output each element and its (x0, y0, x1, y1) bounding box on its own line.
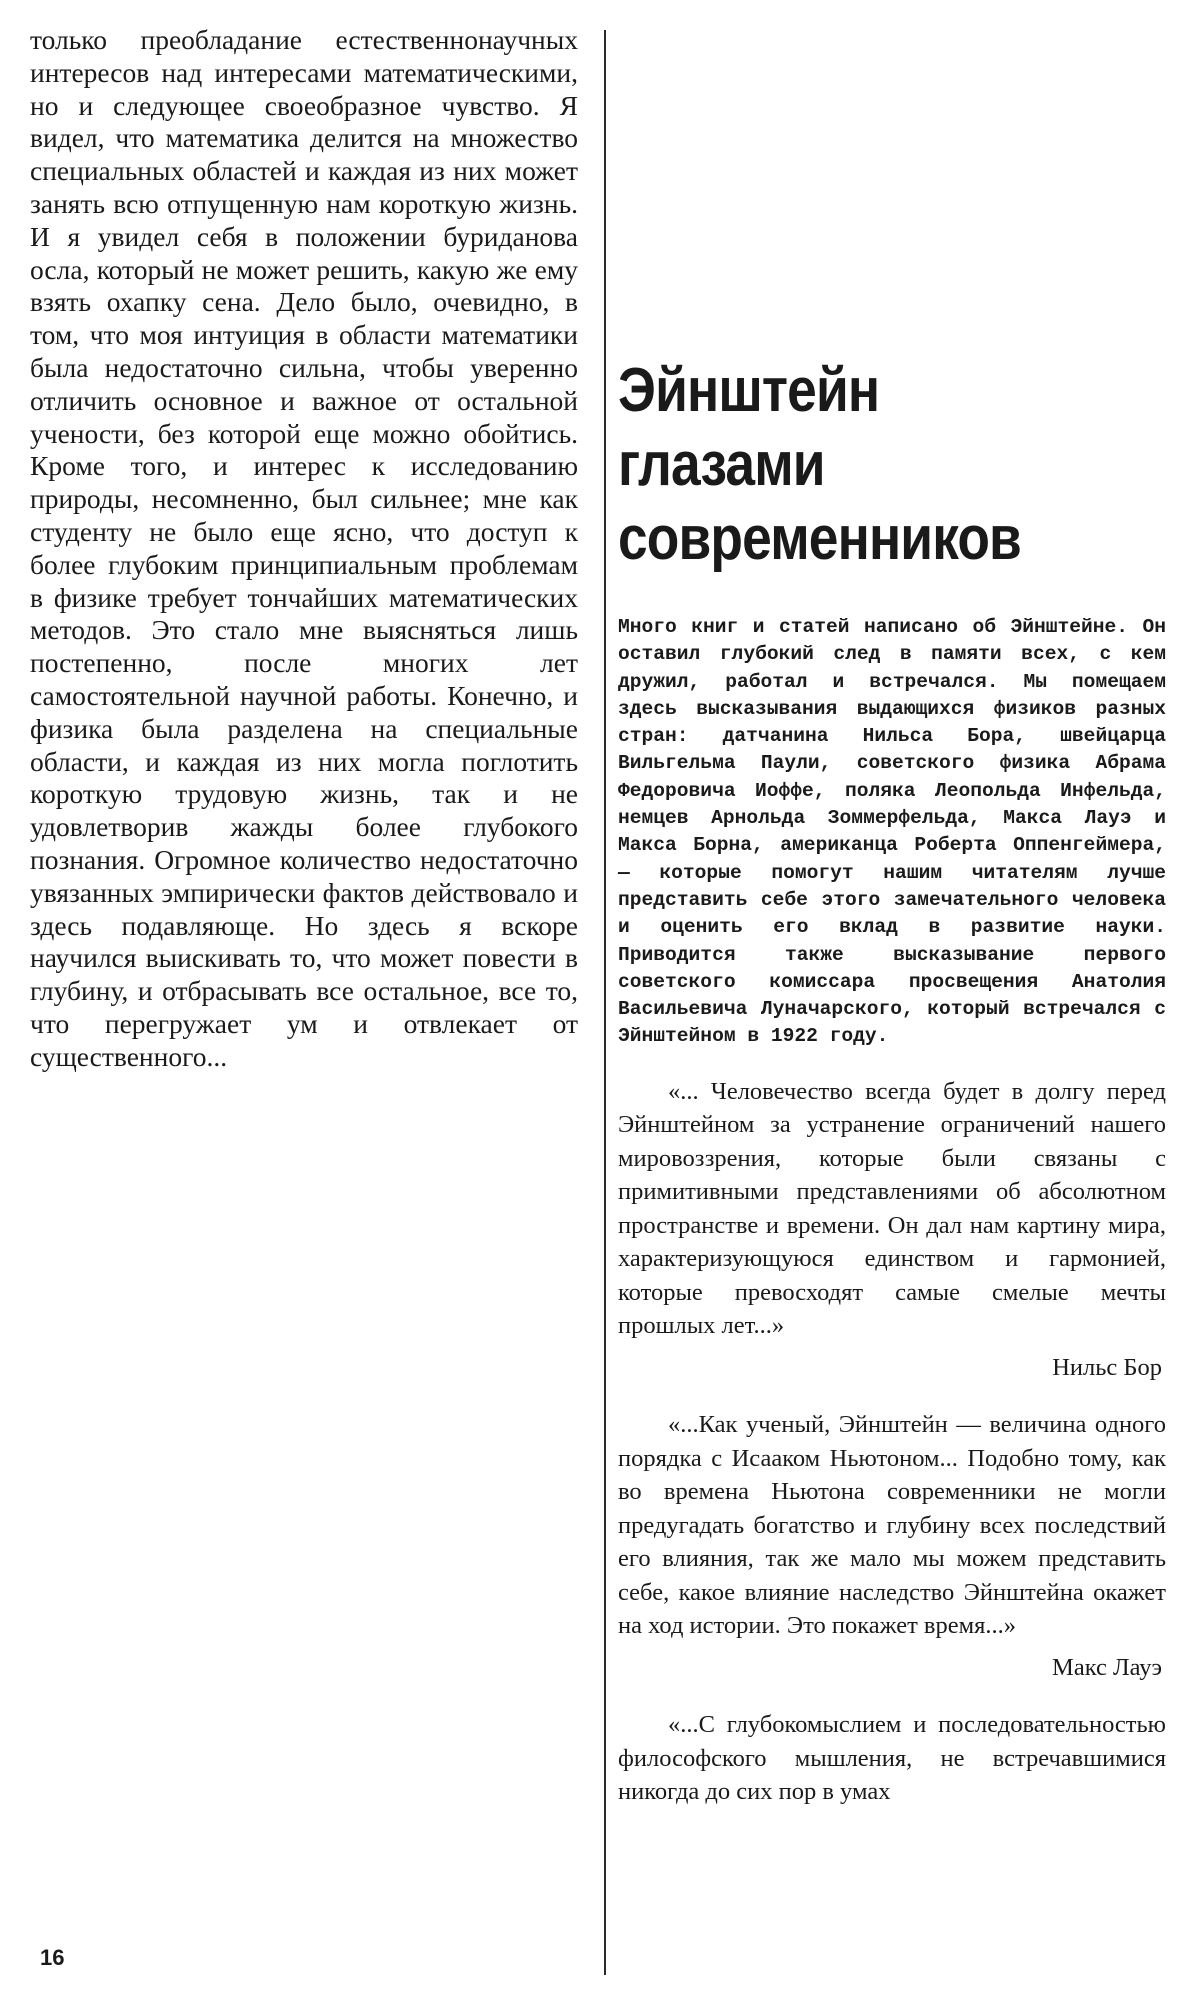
page-number: 16 (40, 1945, 65, 1970)
column-divider (604, 30, 606, 1975)
quote-next: «...С глубокомыслием и последовательностью философского мышления, не встречавшимися никогда до сих пор в умах (618, 1711, 1166, 1806)
quote-author-bohr: Нильс Бор (1052, 1353, 1162, 1381)
article-intro: Много книг и статей написано об Эйнштейне. Он оставил глубокий след в памяти всех, с кем дружил, работал и встречался. Мы помещаем здесь высказывания выдающихся физиков разных стран: датчанина Нильса Бора, швейцарца Вильгельма Паули, советского физика Абрама Федоровича Иоффе, поляка Леопольда Инфельда, немцев Арнольда Зоммерфельда, Макса Лауэ и Макса Борна, американца Роберта Оппенгеймера, — которые помогут нашим читателям лучше представить себе этого замечательного человека и оценить его вклад в развитие науки. Приводится также высказывание первого советского комиссара просвещения Анатолия Васильевича Луначарского, который встречался с Эйнштейном в 1922 году. (618, 616, 1166, 1048)
left-column-text: только преобладание естественнонаучных интересов над интересами математическими, но и следующее своеобразное чувство. Я видел, что математика делится на множество специальных областей и каждая из них может занять всю отпущенную нам короткую жизнь. И я увидел себя в положении буриданова осла, который не может решить, какую же ему взять охапку сена. Дело было, очевидно, в том, что моя интуиция в области математики была недостаточно сильна, чтобы уверенно отличить основное и важное от остальной учености, без которой еще можно обойтись. Кроме того, и интерес к исследованию природы, несомненно, был сильнее; мне как студенту не было еще ясно, что доступ к более глубоким принципиальным проблемам в физике требует тончайших математических методов. Это стало мне выясняться лишь постепенно, после многих лет самостоятельной научной работы. Конечно, и физика была разделена на специальные области, и каждая из них могла поглотить короткую трудовую жизнь, так и не удовлетворив жажды более глубокого познания. Огромное количество недостаточно увязанных эмпирически фактов действовало и здесь подавляюще. Но здесь я вскоре научился выискивать то, что может повести в глубину, и отбрасывать все остальное, все то, что перегружает ум и отвлекает от существенного... (30, 24, 578, 1072)
title-line-2: глазами (618, 430, 825, 499)
quote-bohr: «... Человечество всегда будет в долгу перед Эйнштейном за устранение ограничений нашего мировоззрения, которые были связаны с примитивными представлениями об абсолютном пространстве и времени. Он дал нам картину мира, характеризующуюся единством и гармонией, которые превосходят самые смелые мечты прошлых лет...» (618, 1077, 1166, 1340)
title-line-1: Эйнштейн (618, 356, 880, 425)
quote-laue: «...Как ученый, Эйнштейн — величина одного порядка с Исааком Ньютоном... Подобно тому, как во времена Ньютона современники не могли предугадать богатство и глубину всех последствий его влияния, так же мало мы можем представить себе, какое влияние наследство Эйнштейна окажет на ход истории. Это покажет время...» (618, 1411, 1166, 1640)
right-column (618, 24, 1166, 1809)
article-title (618, 354, 1089, 576)
title-line-3: современников (618, 504, 1021, 573)
left-column (30, 24, 578, 1074)
quote-author-laue: Макс Лауэ (1052, 1653, 1162, 1681)
